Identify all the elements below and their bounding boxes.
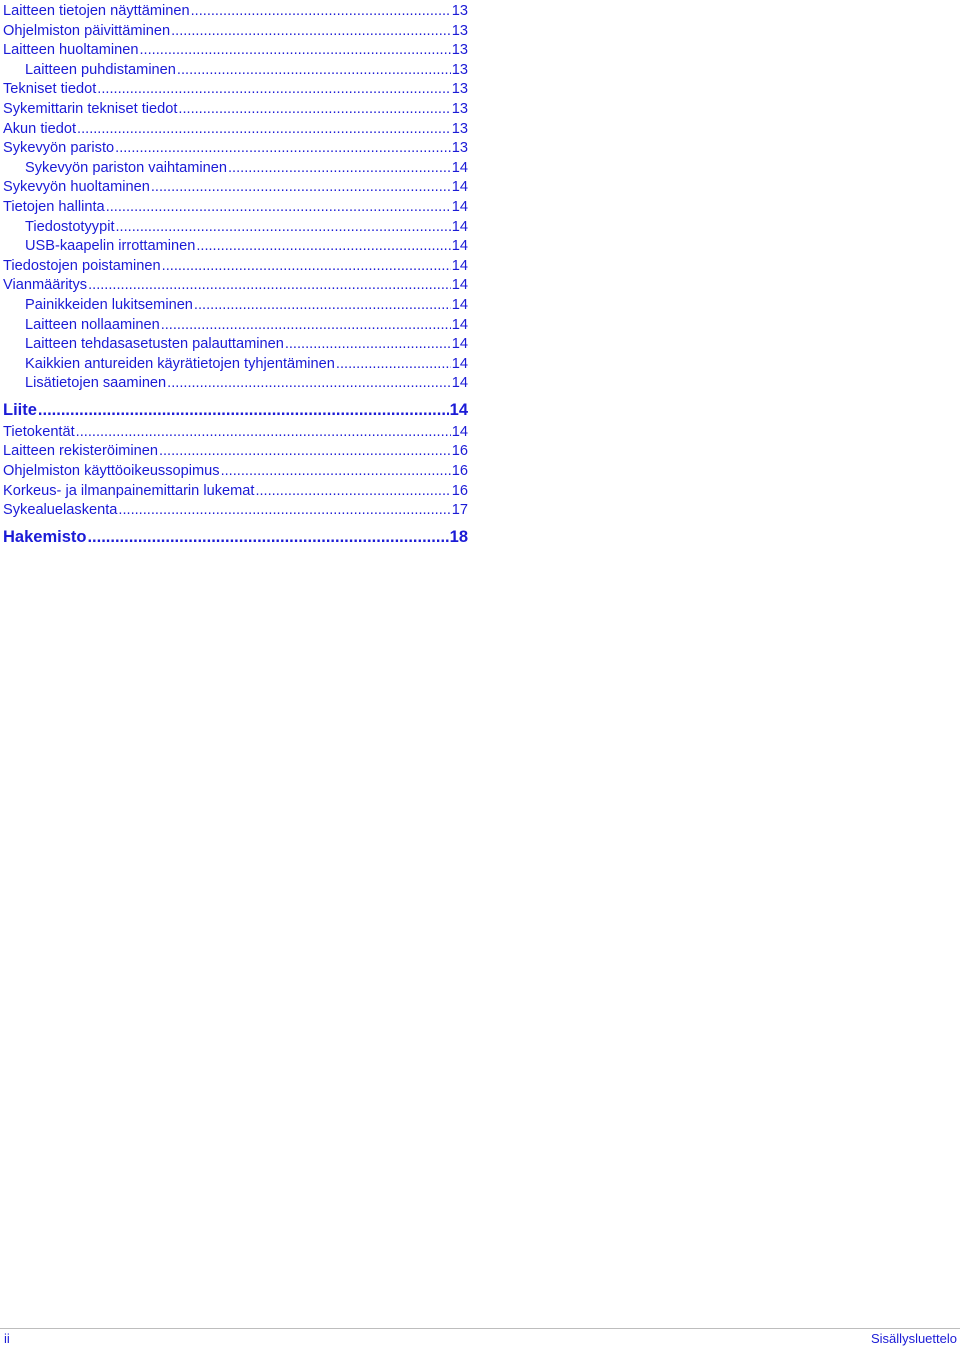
toc-entry-sykealuelaskenta[interactable]: Sykealuelaskenta ..... 17 [3,501,468,521]
toc-entry-painikkeiden-lukitseminen[interactable]: Painikkeiden lukitseminen ..... 14 [3,296,468,316]
leader-dots [97,80,450,100]
leader-dots [167,374,451,394]
leader-dots [177,61,451,81]
leader-dots [115,139,451,159]
footer-page-number: ii [4,1331,10,1346]
leader-dots [285,335,451,355]
leader-dots [162,257,451,277]
toc-entry-hakemisto[interactable]: Hakemisto ..... 18 [3,524,468,550]
toc-entry-sykevyon-pariston-vaihtaminen[interactable]: Sykevyön pariston vaihtaminen ..... 14 [3,159,468,179]
toc-entry-laitteen-nollaaminen[interactable]: Laitteen nollaaminen ..... 14 [3,316,468,336]
toc-entry-ohjelmiston-kayttooikeussopimus[interactable]: Ohjelmiston käyttöoikeussopimus ..... 16 [3,462,468,482]
leader-dots [191,2,451,22]
toc-entry-liite[interactable]: Liite ..... 14 [3,397,468,423]
toc-entry-usb-kaapelin-irrottaminen[interactable]: USB-kaapelin irrottaminen ..... 14 [3,237,468,257]
toc-entry-laitteen-tehdasasetusten-palauttaminen[interactable]: Laitteen tehdasasetusten palauttaminen ..... 14 [3,335,468,355]
toc-entry-laitteen-tietojen-nayttaminen[interactable]: Laitteen tietojen näyttäminen ..... 13 [3,2,468,22]
footer-divider [0,1328,960,1329]
toc-entry-tietokentat[interactable]: Tietokentät ..... 14 [3,423,468,443]
leader-dots [159,442,451,462]
toc-entry-laitteen-huoltaminen[interactable]: Laitteen huoltaminen ..... 13 [3,41,468,61]
toc-entry-kaikkien-antureiden-kayratietojen-tyhjentaminen[interactable]: Kaikkien antureiden käyrätietojen tyhjentäminen ..... 14 [3,355,468,375]
leader-dots [88,276,451,296]
toc-entry-sykevyon-paristo[interactable]: Sykevyön paristo ..... 13 [3,139,468,159]
leader-dots [38,397,449,423]
leader-dots [228,159,451,179]
leader-dots [118,501,450,521]
leader-dots [194,296,451,316]
toc-entry-tekniset-tiedot[interactable]: Tekniset tiedot ..... 13 [3,80,468,100]
leader-dots [196,237,450,257]
leader-dots [76,423,451,443]
leader-dots [116,218,451,238]
footer-section-title: Sisällysluettelo [871,1331,957,1346]
leader-dots [221,462,451,482]
toc-entry-tiedostojen-poistaminen[interactable]: Tiedostojen poistaminen ..... 14 [3,257,468,277]
toc-entry-akun-tiedot[interactable]: Akun tiedot ..... 13 [3,120,468,140]
table-of-contents [3,2,468,550]
toc-entry-sykemittarin-tekniset-tiedot[interactable]: Sykemittarin tekniset tiedot ..... 13 [3,100,468,120]
leader-dots [255,482,450,502]
toc-entry-laitteen-puhdistaminen[interactable]: Laitteen puhdistaminen ..... 13 [3,61,468,81]
toc-entry-ohjelmiston-paivittaminen[interactable]: Ohjelmiston päivittäminen ..... 13 [3,22,468,42]
leader-dots [140,41,451,61]
leader-dots [161,316,451,336]
leader-dots [151,178,451,198]
leader-dots [87,524,448,550]
leader-dots [178,100,450,120]
leader-dots [171,22,451,42]
leader-dots [77,120,451,140]
toc-entry-sykevyon-huoltaminen[interactable]: Sykevyön huoltaminen ..... 14 [3,178,468,198]
toc-entry-korkeus-ja-ilmanpainemittarin-lukemat[interactable]: Korkeus- ja ilmanpainemittarin lukemat ..... 16 [3,482,468,502]
leader-dots [106,198,451,218]
toc-entry-vianmaaritys[interactable]: Vianmääritys ..... 14 [3,276,468,296]
leader-dots [336,355,451,375]
toc-entry-laitteen-rekisteroiminen[interactable]: Laitteen rekisteröiminen ..... 16 [3,442,468,462]
toc-entry-tiedostotyypit[interactable]: Tiedostotyypit ..... 14 [3,218,468,238]
toc-entry-lisatietojen-saaminen[interactable]: Lisätietojen saaminen ..... 14 [3,374,468,394]
toc-entry-tietojen-hallinta[interactable]: Tietojen hallinta ..... 14 [3,198,468,218]
